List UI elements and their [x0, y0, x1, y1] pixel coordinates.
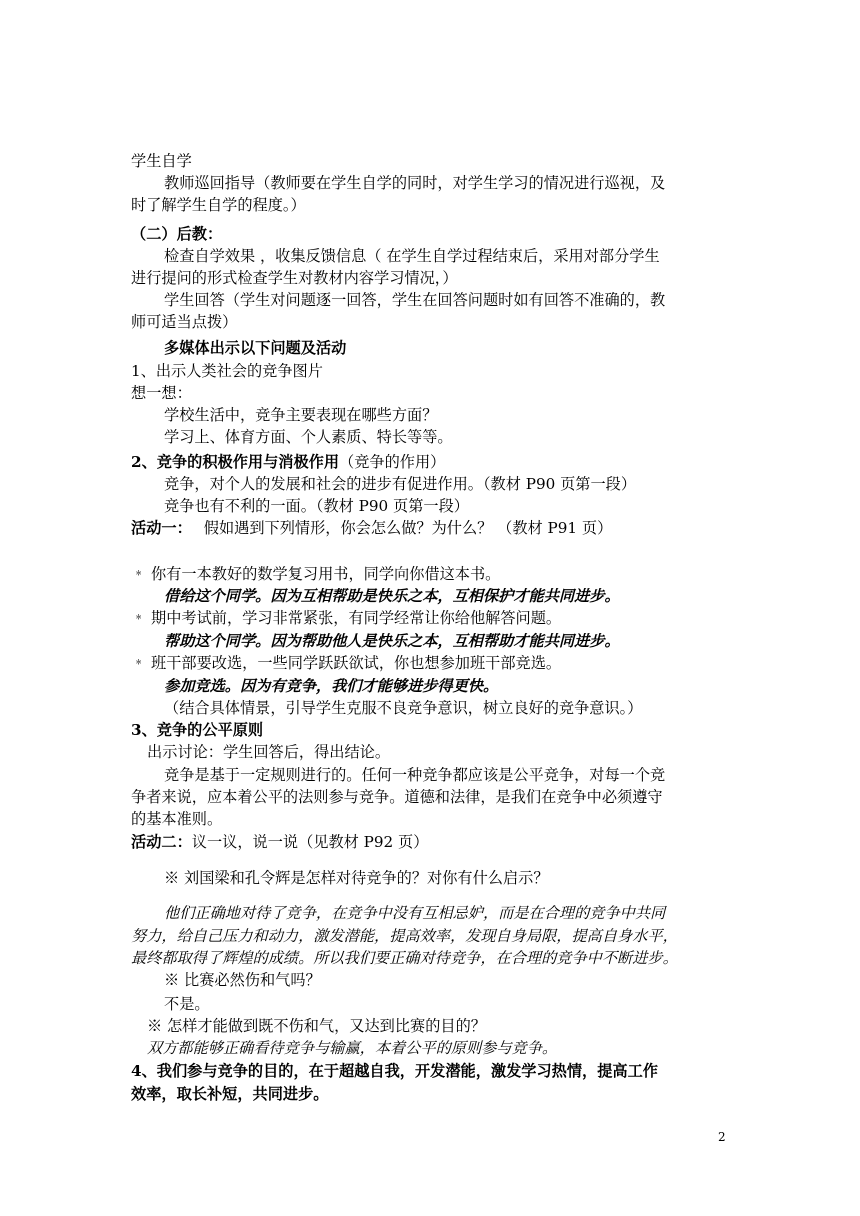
activity-line — [131, 517, 731, 539]
text-line: 竞争，对个人的发展和社会的进步有促进作用。（教材 P90 页第一段） — [164, 475, 637, 493]
text-line: 学生自学 — [131, 152, 192, 170]
page-number: 2 — [718, 1130, 726, 1144]
scenario-item: ﹡ 你有一本教好的数学复习用书，同学向你借这本书。 — [131, 565, 501, 583]
numbered-heading: 4、我们参与竞争的目的，在于超越自我，开发潜能，激发学习热情，提高工作 — [131, 1062, 658, 1080]
text-line: 出示讨论：学生回答后，得出结论。 — [147, 743, 390, 761]
text-line: 师可适当点拨） — [131, 313, 238, 331]
scenario-item: ﹡ 班干部要改选，一些同学跃跃欲试，你也想参加班干部竞选。 — [131, 654, 562, 672]
text-line: 争者来说，应本着公平的法则参与竞争。道德和法律，是我们在竞争中必须遵守 — [131, 788, 663, 806]
text-line: 学生回答（学生对问题逐一回答，学生在回答问题时如有回答不准确的，教 — [164, 291, 666, 309]
scenario-answer: 帮助这个同学。因为帮助他人是快乐之本，互相帮助才能共同进步。 — [164, 632, 620, 650]
heading-note: （竞争的作用） — [339, 453, 446, 471]
text-line: 学习上、体育方面、个人素质、特长等等。 — [164, 428, 453, 446]
bold-line: 多媒体出示以下问题及活动 — [164, 339, 347, 357]
answer-line: 他们正确地对待了竞争，在竞争中没有互相忌妒，而是在合理的竞争中共同 — [164, 904, 666, 922]
answer-line: 最终都取得了辉煌的成绩。所以我们要正确对待竞争，在合理的竞争中不断进步。 — [131, 949, 678, 967]
question-line: ※ 刘国梁和孔令辉是怎样对待竞争的？对你有什么启示？ — [164, 869, 549, 887]
text-line: 教师巡回指导（教师要在学生自学的同时，对学生学习的情况进行巡视，及 — [164, 174, 666, 192]
question-line: ※ 比赛必然伤和气吗？ — [164, 971, 321, 989]
scenario-answer: 借给这个同学。因为互相帮助是快乐之本，互相保护才能共同进步。 — [164, 587, 620, 605]
text-line: 的基本准则。 — [131, 810, 223, 828]
text-line: （结合具体情景，引导学生克服不良竞争意识，树立良好的竞争意识。） — [164, 699, 643, 717]
answer-line: 不是。 — [164, 995, 210, 1013]
activity-line — [131, 831, 731, 853]
section-heading: （二）后教： — [131, 225, 223, 243]
activity-label: 活动一： — [131, 519, 192, 537]
text-line: 检查自学效果 ，收集反馈信息（ 在学生自学过程结束后，采用对部分学生 — [164, 247, 660, 265]
numbered-heading — [131, 451, 731, 473]
text-line: 学校生活中，竞争主要表现在哪些方面？ — [164, 406, 438, 424]
numbered-heading: 3、竞争的公平原则 — [131, 721, 264, 739]
text-line: 时了解学生自学的程度。） — [131, 196, 306, 214]
answer-line: 努力，给自己压力和动力，激发潜能，提高效率，发现自身局限，提高自身水平， — [131, 927, 678, 945]
text-line: 竞争是基于一定规则进行的。任何一种竞争都应该是公平竞争，对每一个竞 — [164, 766, 666, 784]
activity-text: 议一议，说一说（见教材 P92 页） — [191, 833, 429, 851]
numbered-heading: 效率，取长补短，共同进步。 — [131, 1085, 329, 1103]
answer-line: 双方都能够正确看待竞争与输赢，本着公平的原则参与竞争。 — [147, 1039, 558, 1057]
scenario-answer: 参加竞选。因为有竞争，我们才能够进步得更快。 — [164, 677, 499, 695]
question-line: ※ 怎样才能做到既不伤和气，又达到比赛的目的？ — [147, 1017, 486, 1035]
activity-text: 假如遇到下列情形，你会怎么做？为什么？ （教材 P91 页） — [203, 519, 613, 537]
text-line: 进行提问的形式检查学生对教材内容学习情况，） — [131, 269, 458, 287]
heading-bold: 2、竞争的积极作用与消极作用 — [131, 453, 340, 471]
text-line: 竞争也有不利的一面。（教材 P90 页第一段） — [164, 497, 469, 515]
scenario-item: ﹡ 期中考试前，学习非常紧张，有同学经常让你给他解答问题。 — [131, 609, 562, 627]
activity-label: 活动二： — [131, 833, 192, 851]
text-line: 想一想： — [131, 384, 192, 402]
numbered-item: 1、出示人类社会的竞争图片 — [131, 362, 323, 380]
